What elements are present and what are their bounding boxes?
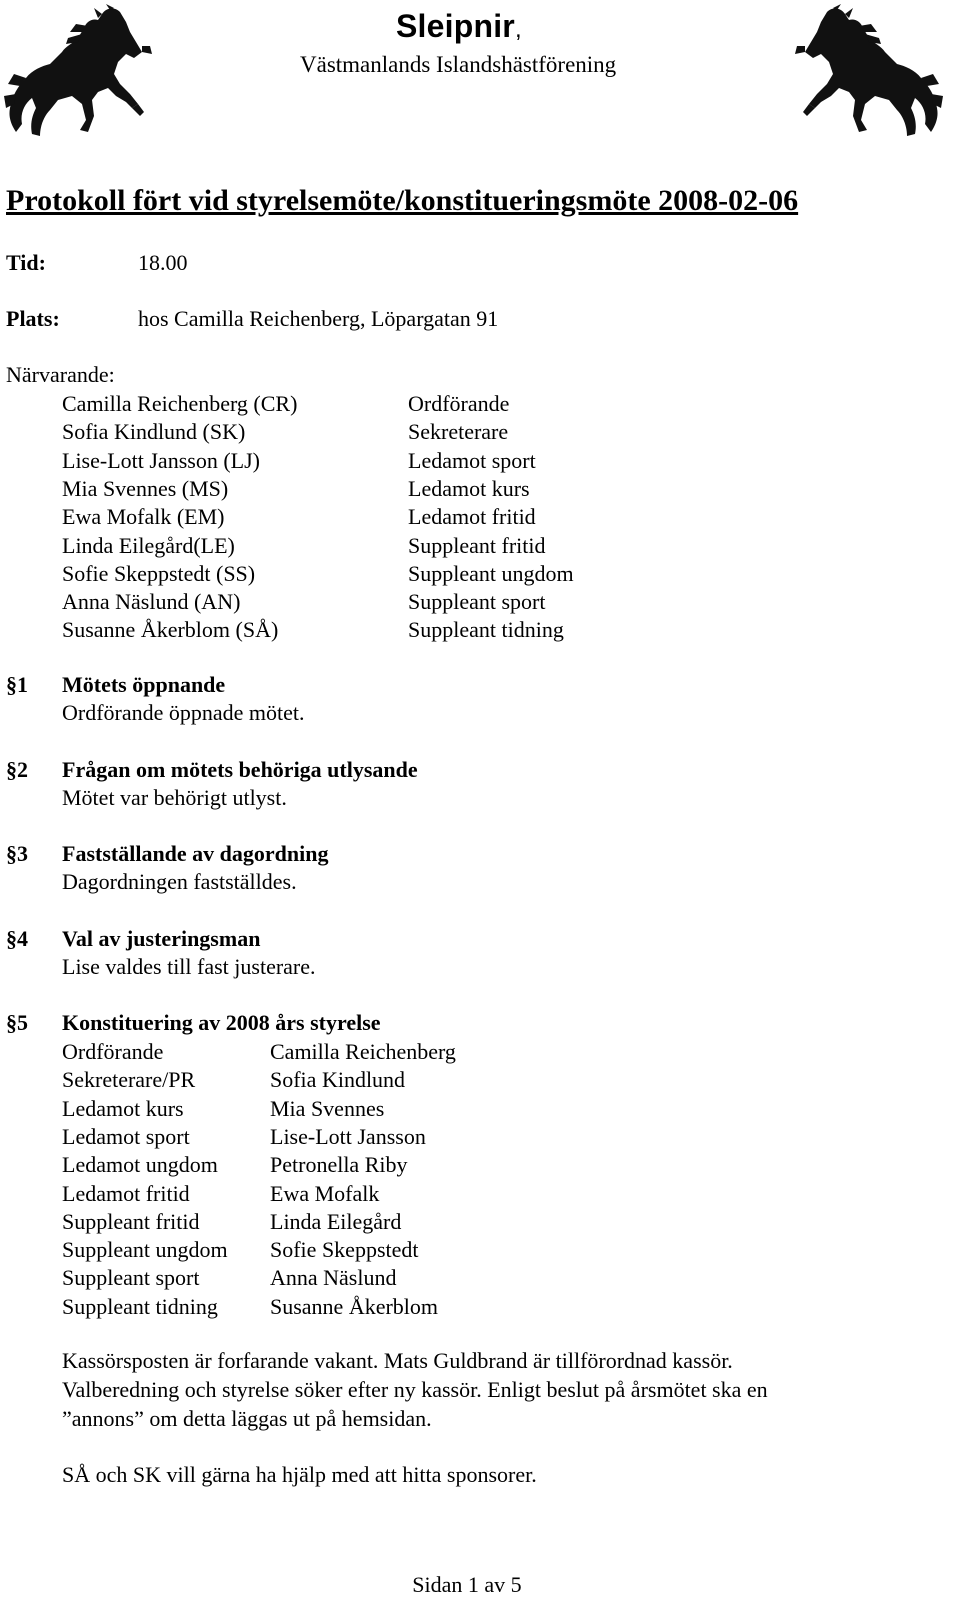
board-member-name: Linda Eilegård [270, 1209, 402, 1234]
board-role: Ordförande [62, 1039, 164, 1064]
rearing-horse-icon [2, 4, 172, 144]
section-number: §4 [6, 926, 28, 951]
section-title: Val av justeringsman [62, 926, 261, 951]
board-role: Suppleant ungdom [62, 1237, 228, 1262]
section-number: §5 [6, 1010, 28, 1035]
board-member-name: Camilla Reichenberg [270, 1039, 456, 1064]
board-role: Ledamot kurs [62, 1096, 184, 1121]
note-line-4: SÅ och SK vill gärna ha hjälp med att hitta sponsorer. [62, 1462, 537, 1487]
board-member-name: Lise-Lott Jansson [270, 1124, 426, 1149]
attendee-role: Sekreterare [408, 419, 509, 444]
attendee-role: Suppleant fritid [408, 533, 546, 558]
attendee-name: Sofia Kindlund (SK) [62, 419, 246, 444]
board-role: Suppleant tidning [62, 1294, 218, 1319]
time-value: 18.00 [138, 250, 188, 275]
board-member-name: Mia Svennes [270, 1096, 385, 1121]
board-member-name: Susanne Åkerblom [270, 1294, 439, 1319]
section-body: Ordförande öppnade mötet. [62, 700, 305, 725]
place-label: Plats: [6, 306, 60, 331]
note-line-3: ”annons” om detta läggas ut på hemsidan. [62, 1406, 432, 1431]
club-name-text: Sleipnir [396, 8, 515, 44]
board-role: Ledamot ungdom [62, 1152, 218, 1177]
attendee-name: Lise-Lott Jansson (LJ) [62, 448, 260, 473]
board-member-name: Ewa Mofalk [270, 1181, 380, 1206]
club-name [396, 8, 522, 45]
attendee-name: Anna Näslund (AN) [62, 589, 241, 614]
club-subtitle: Västmanlands Islandshästförening [300, 52, 617, 77]
board-role: Ledamot fritid [62, 1181, 190, 1206]
section-number: §3 [6, 841, 28, 866]
section-number: §1 [6, 672, 28, 697]
attendee-role: Suppleant sport [408, 589, 546, 614]
attendee-name: Camilla Reichenberg (CR) [62, 391, 298, 416]
club-name-suffix: , [514, 16, 522, 43]
board-member-name: Sofie Skeppstedt [270, 1237, 419, 1262]
attendee-role: Suppleant tidning [408, 617, 564, 642]
board-member-name: Sofia Kindlund [270, 1067, 406, 1092]
attendee-role: Ledamot sport [408, 448, 536, 473]
attendee-role: Ledamot fritid [408, 504, 536, 529]
board-role: Sekreterare/PR [62, 1067, 196, 1092]
attendee-name: Susanne Åkerblom (SÅ) [62, 617, 279, 642]
page-title: Protokoll fört vid styrelsemöte/konstitueringsmöte 2008-02-06 [6, 184, 799, 217]
attendee-role: Suppleant ungdom [408, 561, 574, 586]
section-title: Frågan om mötets behöriga utlysande [62, 757, 418, 782]
board-member-name: Anna Näslund [270, 1265, 397, 1290]
section-body: Mötet var behörigt utlyst. [62, 785, 287, 810]
note-line-2: Valberedning och styrelse söker efter ny kassör. Enligt beslut på årsmötet ska en [62, 1377, 768, 1402]
board-role: Ledamot sport [62, 1124, 190, 1149]
section-body: Dagordningen fastställdes. [62, 869, 297, 894]
note-line-1: Kassörsposten är forfarande vakant. Mats Guldbrand är tillförordnad kassör. [62, 1348, 733, 1373]
section-title: Fastställande av dagordning [62, 841, 329, 866]
attendee-name: Sofie Skeppstedt (SS) [62, 561, 256, 586]
board-member-name: Petronella Riby [270, 1152, 408, 1177]
board-role: Suppleant sport [62, 1265, 200, 1290]
time-label: Tid: [6, 250, 46, 275]
attendee-name: Mia Svennes (MS) [62, 476, 229, 501]
attendee-name: Linda Eilegård(LE) [62, 533, 235, 558]
section-body: Lise valdes till fast justerare. [62, 954, 316, 979]
attendee-role: Ledamot kurs [408, 476, 530, 501]
page-number: Sidan 1 av 5 [412, 1572, 522, 1597]
section-number: §2 [6, 757, 28, 782]
rearing-horse-icon [775, 4, 945, 144]
section-title: Mötets öppnande [62, 672, 226, 697]
attendee-role: Ordförande [408, 391, 510, 416]
board-role: Suppleant fritid [62, 1209, 200, 1234]
section-title: Konstituering av 2008 års styrelse [62, 1010, 381, 1035]
attendees-label: Närvarande: [6, 362, 115, 387]
place-value: hos Camilla Reichenberg, Löpargatan 91 [138, 306, 499, 331]
attendee-name: Ewa Mofalk (EM) [62, 504, 225, 529]
